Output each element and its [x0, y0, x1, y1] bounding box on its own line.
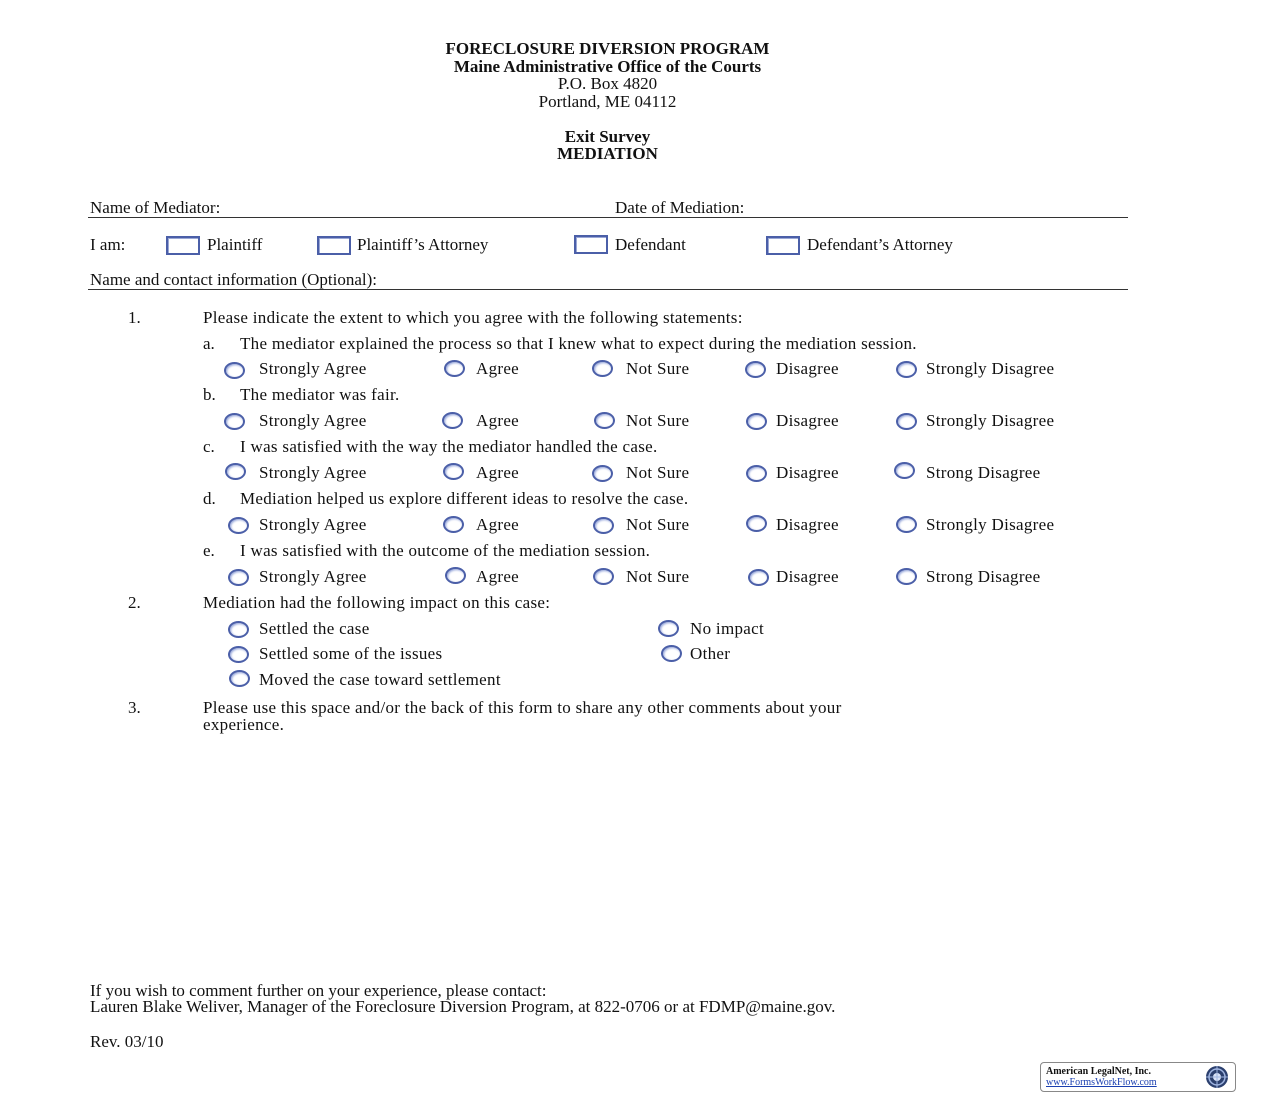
contact-label: Name and contact information (Optional): — [90, 270, 378, 289]
q1a-option-label: Agree — [476, 359, 520, 378]
revision: Rev. 03/10 — [90, 1032, 164, 1051]
checkbox-defendant[interactable] — [574, 235, 608, 254]
q3-text-line2: experience. — [203, 715, 285, 734]
q1c-option-label: Strong Disagree — [926, 463, 1041, 482]
q1b-radio-disagree[interactable] — [746, 413, 767, 430]
q1e-radio-strong-disagree[interactable] — [896, 568, 917, 585]
q2-option-label: Other — [690, 644, 731, 663]
role-plaintiff-label: Plaintiff — [207, 235, 263, 254]
city-address: Portland, ME 04112 — [538, 92, 677, 111]
q1c-radio-disagree[interactable] — [746, 465, 767, 482]
q1a-radio-disagree[interactable] — [745, 361, 766, 378]
q1-number: 1. — [128, 308, 141, 327]
mediator-label: Name of Mediator: — [90, 198, 221, 217]
q1d-radio-strongly-agree[interactable] — [228, 517, 249, 534]
q1a-radio-strongly-agree[interactable] — [224, 362, 245, 379]
q1a-option-label: Disagree — [776, 359, 839, 378]
q1e-option-label: Disagree — [776, 567, 839, 586]
q1a-option-label: Not Sure — [626, 359, 690, 378]
date-label: Date of Mediation: — [615, 198, 745, 217]
q1c-radio-agree[interactable] — [443, 463, 464, 480]
q1b-letter: b. — [203, 385, 216, 404]
q1c-radio-strong-disagree[interactable] — [894, 462, 915, 479]
q2-option-label: Settled some of the issues — [259, 644, 443, 663]
q1b-option-label: Not Sure — [626, 411, 690, 430]
q2-option-label: Settled the case — [259, 619, 370, 638]
q1a-option-label: Strongly Disagree — [926, 359, 1055, 378]
q1a-letter: a. — [203, 334, 215, 353]
q1a-text: The mediator explained the process so that I knew what to expect during the mediation session. — [240, 334, 917, 353]
q1e-option-label: Strongly Agree — [259, 567, 367, 586]
q1b-option-label: Strongly Agree — [259, 411, 367, 430]
q2-radio-settled-case[interactable] — [228, 621, 249, 638]
q3-number: 3. — [128, 698, 141, 717]
contact-line[interactable] — [88, 289, 1128, 290]
q1-text: Please indicate the extent to which you agree with the following statements: — [203, 308, 743, 327]
q1d-option-label: Disagree — [776, 515, 839, 534]
comments-area[interactable] — [203, 740, 1123, 960]
q1b-radio-strongly-disagree[interactable] — [896, 413, 917, 430]
q1d-radio-agree[interactable] — [443, 516, 464, 533]
q1d-option-label: Not Sure — [626, 515, 690, 534]
footer-line1: If you wish to comment further on your experience, please contact: — [90, 981, 547, 1000]
q2-radio-other[interactable] — [661, 645, 682, 662]
footer-line2: Lauren Blake Weliver, Manager of the Foreclosure Diversion Program, at 822-0706 or at FDMP@maine.gov. — [90, 997, 836, 1016]
q1b-option-label: Strongly Disagree — [926, 411, 1055, 430]
q1e-radio-agree[interactable] — [445, 567, 466, 584]
q1e-option-label: Strong Disagree — [926, 567, 1041, 586]
role-plaintiff-attorney-label: Plaintiff’s Attorney — [357, 235, 489, 254]
q1c-radio-strongly-agree[interactable] — [225, 463, 246, 480]
q1d-text: Mediation helped us explore different ideas to resolve the case. — [240, 489, 689, 508]
q1c-option-label: Not Sure — [626, 463, 690, 482]
po-box: P.O. Box 4820 — [557, 74, 658, 93]
q1c-letter: c. — [203, 437, 215, 456]
q1b-option-label: Disagree — [776, 411, 839, 430]
q1d-option-label: Strongly Disagree — [926, 515, 1055, 534]
survey-title: Exit Survey — [564, 127, 651, 146]
iam-label: I am: — [90, 235, 126, 254]
q1b-option-label: Agree — [476, 411, 520, 430]
checkbox-defendant-attorney[interactable] — [766, 236, 800, 255]
q1a-radio-agree[interactable] — [444, 360, 465, 377]
survey-subtitle: MEDIATION — [557, 144, 658, 163]
q2-radio-moved-toward[interactable] — [229, 670, 250, 687]
q1c-option-label: Disagree — [776, 463, 839, 482]
q1b-radio-agree[interactable] — [442, 412, 463, 429]
q2-option-label: Moved the case toward settlement — [259, 670, 501, 689]
q2-option-label: No impact — [690, 619, 764, 638]
q1a-radio-not-sure[interactable] — [592, 360, 613, 377]
checkbox-plaintiff[interactable] — [166, 236, 200, 255]
q1d-radio-disagree[interactable] — [746, 515, 767, 532]
q2-text: Mediation had the following impact on this case: — [203, 593, 551, 612]
q1d-option-label: Agree — [476, 515, 520, 534]
q1b-radio-not-sure[interactable] — [594, 412, 615, 429]
office-name: Maine Administrative Office of the Courts — [453, 57, 762, 76]
q1e-option-label: Not Sure — [626, 567, 690, 586]
mediator-line[interactable] — [88, 217, 1128, 218]
checkbox-plaintiff-attorney[interactable] — [317, 236, 351, 255]
badge-company: American LegalNet, Inc. — [1046, 1066, 1151, 1077]
q1d-option-label: Strongly Agree — [259, 515, 367, 534]
q1c-text: I was satisfied with the way the mediator handled the case. — [240, 437, 658, 456]
q1d-radio-not-sure[interactable] — [593, 517, 614, 534]
program-title: FORECLOSURE DIVERSION PROGRAM — [445, 39, 770, 58]
q1e-letter: e. — [203, 541, 215, 560]
q1a-radio-strongly-disagree[interactable] — [896, 361, 917, 378]
q2-radio-no-impact[interactable] — [658, 620, 679, 637]
role-defendant-label: Defendant — [615, 235, 686, 254]
q2-radio-settled-some[interactable] — [228, 646, 249, 663]
q1d-radio-strongly-disagree[interactable] — [896, 516, 917, 533]
q1c-option-label: Strongly Agree — [259, 463, 367, 482]
q1c-radio-not-sure[interactable] — [592, 465, 613, 482]
q1e-radio-strongly-agree[interactable] — [228, 569, 249, 586]
badge-url[interactable]: www.FormsWorkFlow.com — [1046, 1077, 1157, 1088]
q1a-option-label: Strongly Agree — [259, 359, 367, 378]
american-legalnet-badge[interactable] — [1040, 1062, 1236, 1092]
q1c-option-label: Agree — [476, 463, 520, 482]
globe-icon — [1202, 1065, 1232, 1089]
q3-text-line1: Please use this space and/or the back of this form to share any other comments about your — [203, 698, 842, 717]
q1e-radio-disagree[interactable] — [748, 569, 769, 586]
q1e-radio-not-sure[interactable] — [593, 568, 614, 585]
role-defendant-attorney-label: Defendant’s Attorney — [807, 235, 953, 254]
q2-number: 2. — [128, 593, 141, 612]
q1b-text: The mediator was fair. — [240, 385, 400, 404]
q1b-radio-strongly-agree[interactable] — [224, 413, 245, 430]
q1d-letter: d. — [203, 489, 216, 508]
q1e-option-label: Agree — [476, 567, 520, 586]
q1e-text: I was satisfied with the outcome of the mediation session. — [240, 541, 651, 560]
